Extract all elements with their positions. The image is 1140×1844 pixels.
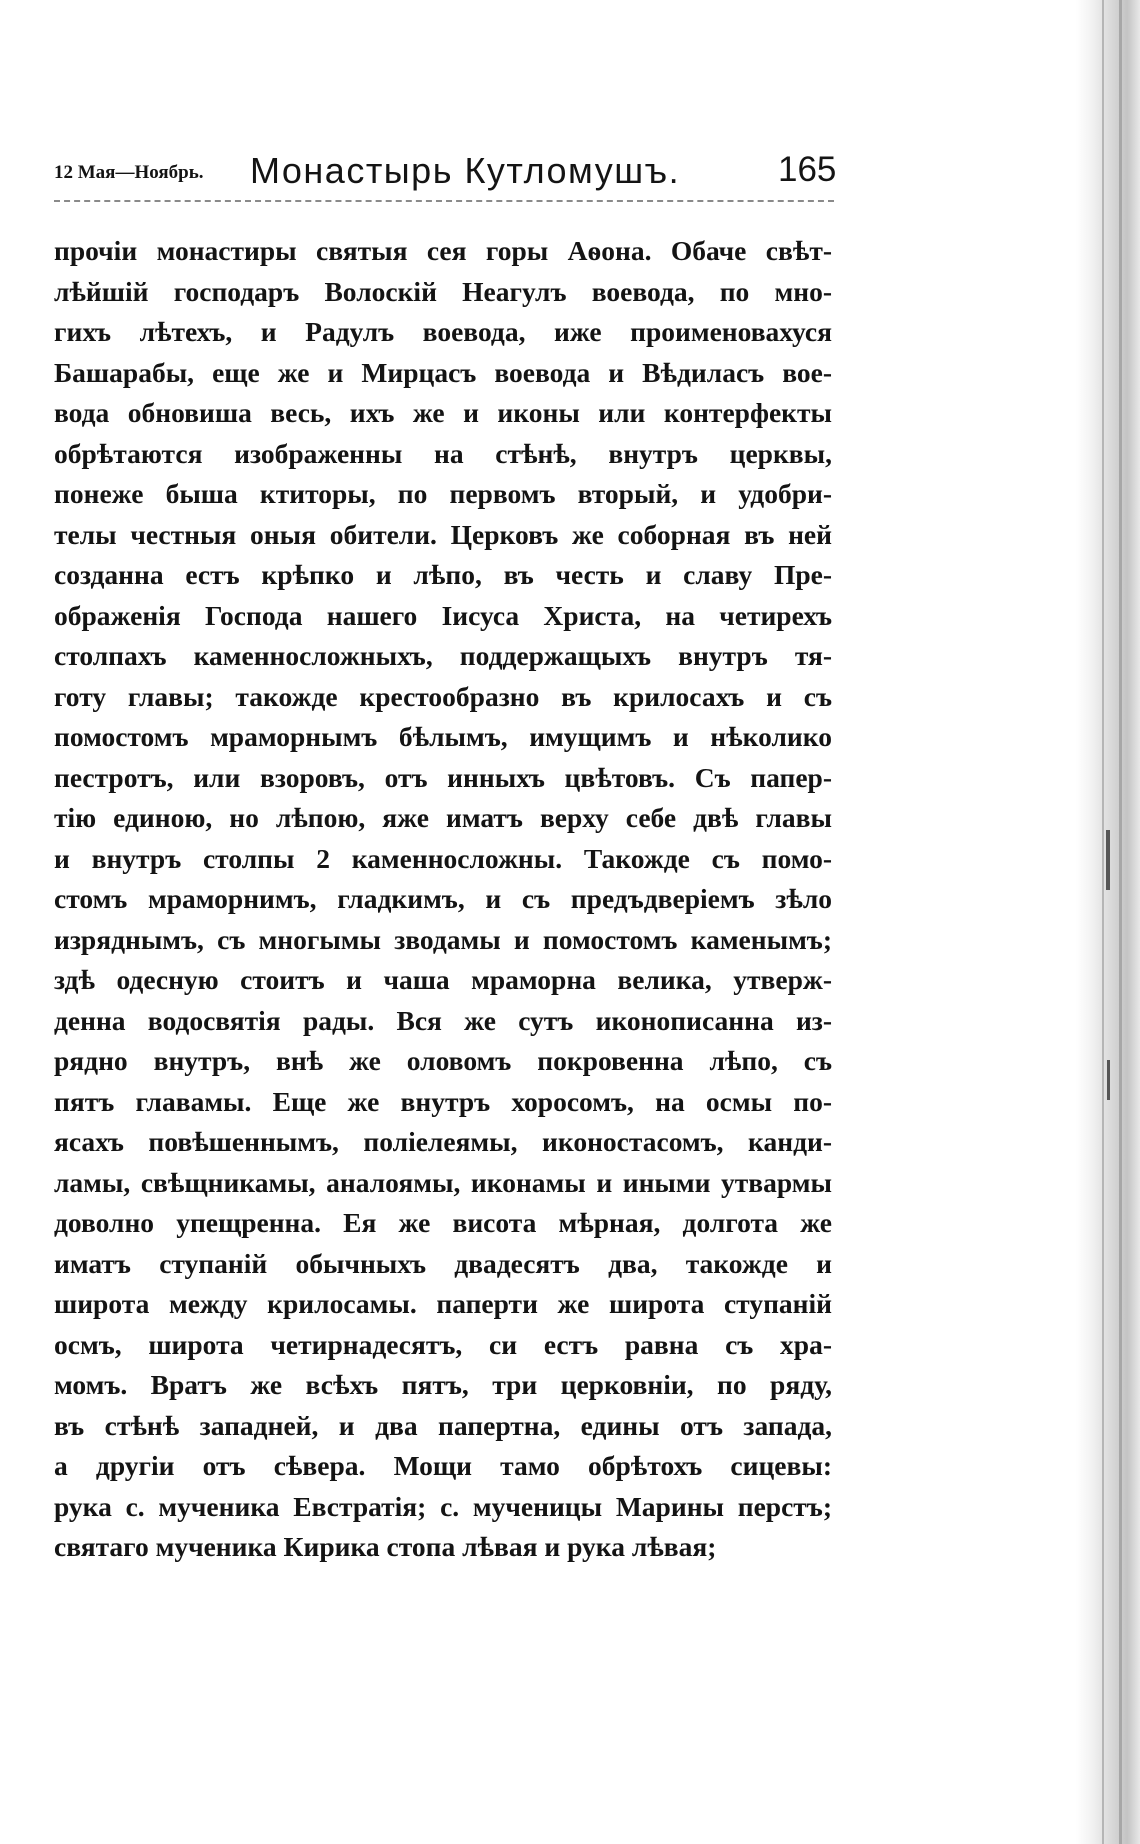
text-line: тію единою, но лѣпою, яже иматъ верху себе двѣ главы (54, 802, 832, 833)
text-line: широта между крилосамы. паперти же широта ступаній (54, 1288, 832, 1319)
text-line: момъ. Вратъ же всѣхъ пятъ, три церковніи, по ряду, (54, 1369, 832, 1400)
text-line: святаго мученика Кирика стопа лѣвая и рука лѣвая; (54, 1531, 717, 1562)
page-edge-mark (1107, 1060, 1110, 1100)
text-line: обрѣтаются изображенны на стѣнѣ, внутръ церквы, (54, 437, 832, 469)
page-number: 165 (778, 150, 837, 189)
text-line: понеже быша ктиторы, по первомъ вторый, и удобри- (54, 478, 832, 509)
text-line: а другіи отъ сѣвера. Мощи тамо обрѣтохъ сицевы: (54, 1450, 832, 1481)
text-line: Башарабы, еще же и Мирцасъ воевода и Вѣдиласъ вое- (54, 356, 832, 388)
text-line: рядно внутръ, внѣ же оловомъ покровенна лѣпо, съ (54, 1045, 832, 1076)
text-line: лѣйшій господаръ Волоскій Неагулъ воевода, по мно- (54, 275, 832, 307)
text-line: осмъ, широта четирнадесятъ, си естъ равна съ хра- (54, 1328, 832, 1360)
text-line: изряднымъ, съ многымы зводамы и помостомъ каменымъ; (54, 923, 832, 955)
header-date-range: 12 Мая—Ноябрь. (54, 162, 204, 183)
text-line: ламы, свѣщникамы, аналоямы, иконамы и иными утвармы (54, 1166, 832, 1198)
page-edge-mark (1106, 830, 1110, 890)
text-line: рука с. мученика Евстратія; с. мученицы Марины перстъ; (54, 1490, 832, 1522)
text-line: и внутръ столпы 2 каменносложны. Такожде съ помо- (54, 842, 832, 874)
text-line: вода обновиша весь, ихъ же и иконы или контерфекты (54, 397, 832, 428)
text-line: готу главы; такожде крестообразно въ крилосахъ и съ (54, 680, 832, 712)
text-line: пятъ главамы. Еще же внутръ хоросомъ, на осмы по- (54, 1085, 832, 1117)
text-line: гихъ лѣтехъ, и Радулъ воевода, иже проименовахуся (54, 316, 832, 347)
text-line: пестротъ, или взоровъ, отъ инныхъ цвѣтовъ. Съ папер- (54, 761, 832, 793)
text-line: денна водосвятія рады. Вся же сутъ иконописанна из- (54, 1004, 832, 1036)
text-line: доволно упещренна. Ея же висота мѣрная, долгота же (54, 1207, 832, 1238)
text-line: столпахъ каменносложныхъ, поддержащыхъ внутръ тя- (54, 640, 832, 671)
text-line: созданна естъ крѣпко и лѣпо, въ честь и славу Пре- (54, 559, 832, 590)
text-line: иматъ ступаній обычныхъ двадесятъ два, такожде и (54, 1247, 832, 1279)
page-edge-line (1102, 0, 1104, 1844)
text-line: телы честныя оныя обители. Церковъ же соборная въ ней (54, 518, 832, 550)
text-line: прочіи монастиры святыя сея горы Аѳона. Обаче свѣт- (54, 235, 832, 266)
body-text (54, 231, 832, 1568)
header-title: Монастырь Кутломушъ. (250, 150, 681, 191)
text-line: въ стѣнѣ западней, и два папертна, едины отъ запада, (54, 1409, 832, 1441)
page-edge-shadow (1076, 0, 1140, 1844)
text-line: здѣ одесную стоитъ и чаша мраморна велика, утверж- (54, 964, 832, 995)
text-line: ясахъ повѣшеннымъ, поліелеямы, иконостасомъ, канди- (54, 1126, 832, 1157)
running-header (0, 150, 1140, 200)
text-line: стомъ мраморнимъ, гладкимъ, и съ предъдверіемъ зѣло (54, 883, 832, 914)
header-rule (54, 200, 834, 202)
page-edge-line (1119, 0, 1122, 1844)
text-line: ображенія Господа нашего Іисуса Христа, на четирехъ (54, 599, 832, 631)
text-line: помостомъ мраморнымъ бѣлымъ, имущимъ и нѣколико (54, 721, 832, 752)
